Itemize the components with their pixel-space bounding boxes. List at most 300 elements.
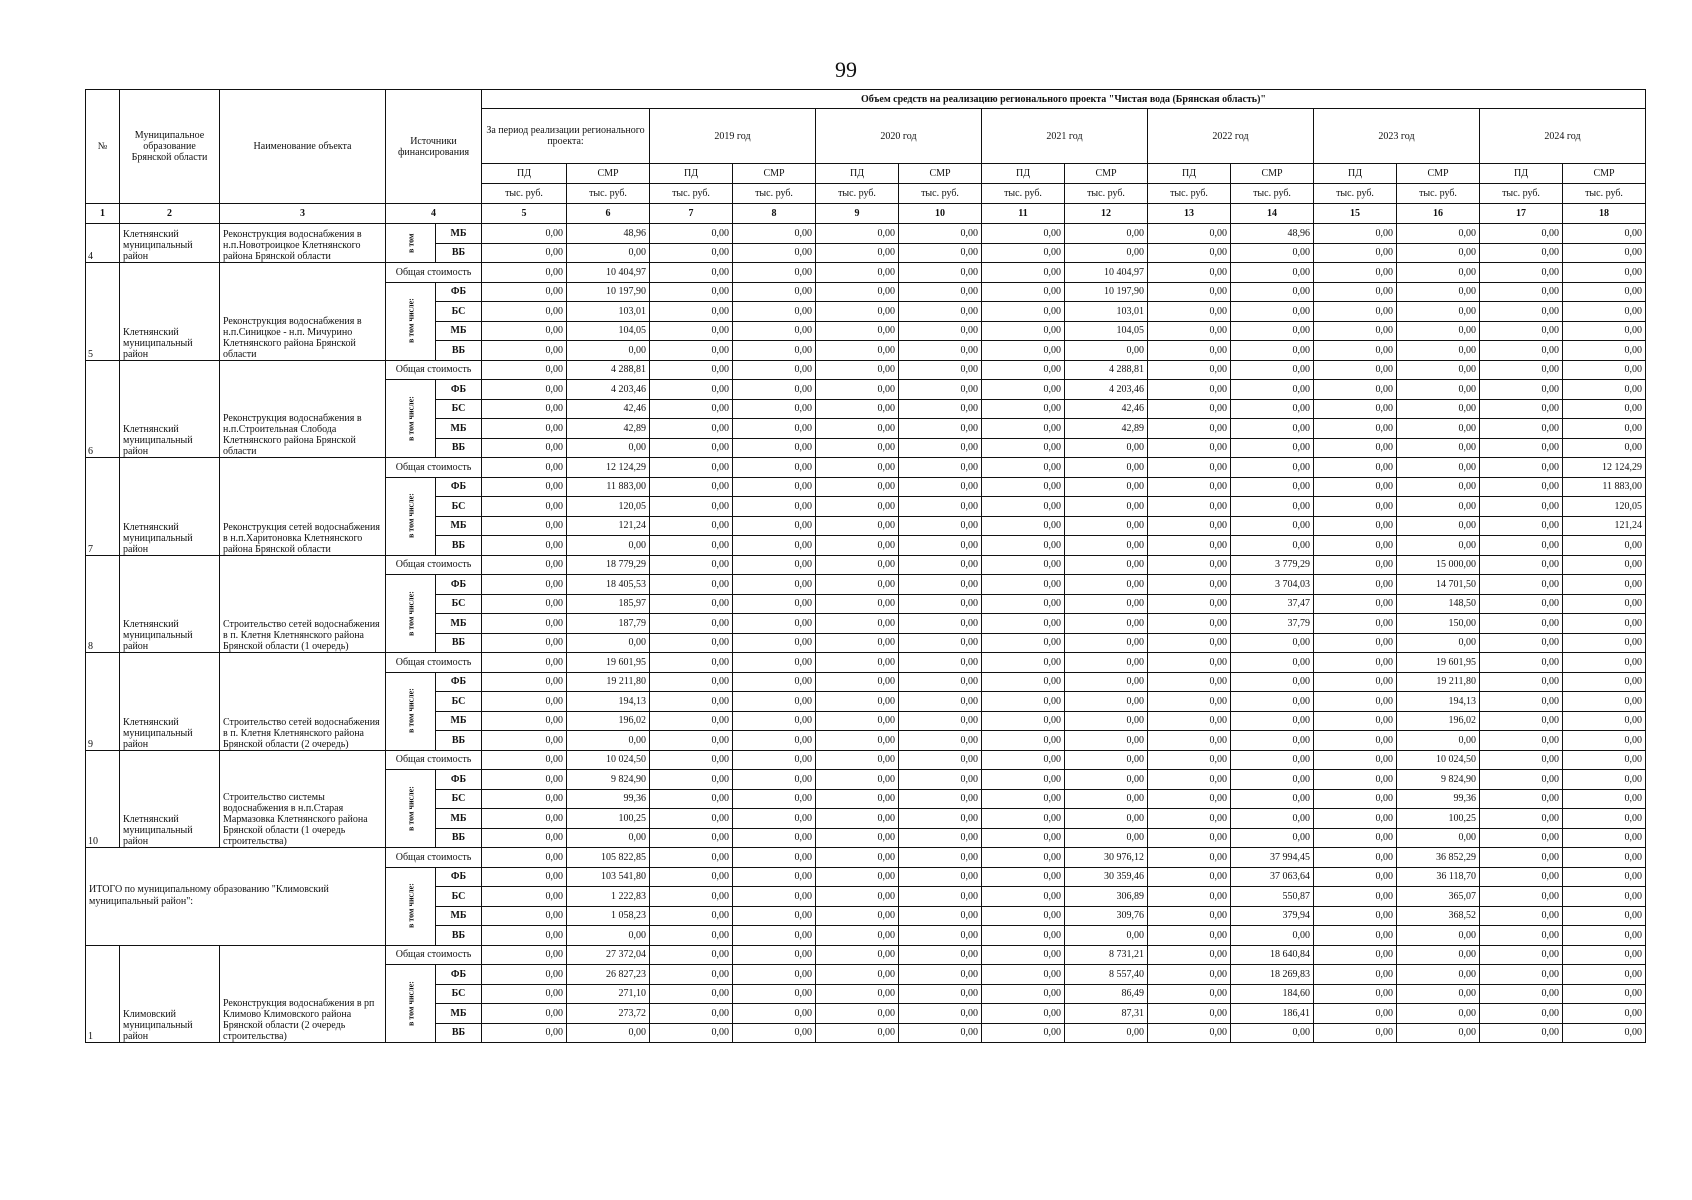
value-cell: 0,00 (1563, 438, 1646, 458)
header-unit: тыс. руб. (816, 184, 899, 204)
value-cell: 0,00 (816, 770, 899, 790)
value-cell: 0,00 (1563, 945, 1646, 965)
header-index-cell: 13 (1148, 204, 1231, 224)
value-cell: 0,00 (482, 750, 567, 770)
value-cell: 0,00 (1397, 360, 1480, 380)
value-cell: 0,00 (816, 497, 899, 517)
value-cell: 19 601,95 (567, 653, 650, 673)
value-cell: 0,00 (899, 341, 982, 361)
value-cell: 0,00 (982, 633, 1065, 653)
value-cell: 196,02 (1397, 711, 1480, 731)
value-cell: 0,00 (1314, 477, 1397, 497)
value-cell: 0,00 (1314, 360, 1397, 380)
municipality-cell: Клетнянский муниципальный район (120, 555, 220, 653)
header-pd: ПД (650, 164, 733, 184)
value-cell: 0,00 (482, 419, 567, 439)
value-cell: 0,00 (482, 906, 567, 926)
value-cell: 0,00 (1148, 497, 1231, 517)
value-cell: 19 211,80 (1397, 672, 1480, 692)
value-cell: 0,00 (1563, 341, 1646, 361)
value-cell: 0,00 (1563, 887, 1646, 907)
value-cell: 0,00 (650, 341, 733, 361)
source-code: БС (436, 399, 482, 419)
header-index-row (86, 204, 1646, 224)
source-code: ВБ (436, 341, 482, 361)
value-cell: 0,00 (650, 555, 733, 575)
value-cell: 0,00 (1563, 828, 1646, 848)
value-cell: 0,00 (1231, 341, 1314, 361)
value-cell: 0,00 (1563, 731, 1646, 751)
object-name-cell: Реконструкция водоснабжения в н.п.Строительная Слобода Клетнянского района Брянской области (220, 360, 386, 458)
header-pd: ПД (1148, 164, 1231, 184)
value-cell: 0,00 (733, 926, 816, 946)
value-cell: 0,00 (1397, 458, 1480, 478)
including-label: в том числе: (386, 477, 436, 555)
value-cell: 0,00 (1065, 438, 1148, 458)
value-cell: 273,72 (567, 1004, 650, 1024)
value-cell: 0,00 (1397, 536, 1480, 556)
value-cell: 0,00 (1231, 672, 1314, 692)
value-cell: 0,00 (816, 360, 899, 380)
total-cost-label: Общая стоимость (386, 263, 482, 283)
value-cell: 0,00 (982, 575, 1065, 595)
value-cell: 187,79 (567, 614, 650, 634)
value-cell: 0,00 (1314, 399, 1397, 419)
value-cell: 0,00 (650, 282, 733, 302)
value-cell: 194,13 (1397, 692, 1480, 712)
total-row (86, 458, 1646, 478)
value-cell: 0,00 (1148, 341, 1231, 361)
header-index-cell: 16 (1397, 204, 1480, 224)
value-cell: 0,00 (733, 809, 816, 829)
value-cell: 0,00 (982, 477, 1065, 497)
value-cell: 0,00 (1148, 380, 1231, 400)
value-cell: 0,00 (482, 692, 567, 712)
value-cell: 0,00 (1231, 321, 1314, 341)
header-index-cell: 9 (816, 204, 899, 224)
value-cell: 0,00 (733, 887, 816, 907)
value-cell: 0,00 (1231, 711, 1314, 731)
header-index-cell: 4 (386, 204, 482, 224)
value-cell: 0,00 (1065, 594, 1148, 614)
value-cell: 0,00 (1480, 516, 1563, 536)
value-cell: 0,00 (982, 887, 1065, 907)
header-smr: СМР (1065, 164, 1148, 184)
value-cell: 0,00 (567, 341, 650, 361)
value-cell: 0,00 (899, 458, 982, 478)
value-cell: 0,00 (982, 672, 1065, 692)
total-cost-label: Общая стоимость (386, 750, 482, 770)
value-cell: 0,00 (1065, 555, 1148, 575)
value-cell: 0,00 (733, 302, 816, 322)
value-cell: 42,46 (567, 399, 650, 419)
header-unit: тыс. руб. (1314, 184, 1397, 204)
value-cell: 0,00 (650, 458, 733, 478)
value-cell: 0,00 (816, 438, 899, 458)
value-cell: 0,00 (1231, 380, 1314, 400)
value-cell: 0,00 (482, 438, 567, 458)
value-cell: 0,00 (650, 965, 733, 985)
value-cell: 0,00 (1231, 419, 1314, 439)
value-cell: 0,00 (1148, 360, 1231, 380)
value-cell: 0,00 (1231, 926, 1314, 946)
value-cell: 0,00 (482, 789, 567, 809)
value-cell: 103,01 (567, 302, 650, 322)
value-cell: 0,00 (482, 360, 567, 380)
header-unit: тыс. руб. (1480, 184, 1563, 204)
value-cell: 0,00 (1148, 633, 1231, 653)
value-cell: 30 359,46 (1065, 867, 1148, 887)
including-label: в том числе: (386, 575, 436, 653)
value-cell: 0,00 (650, 302, 733, 322)
value-cell: 0,00 (1563, 594, 1646, 614)
source-code: ВБ (436, 828, 482, 848)
value-cell: 0,00 (1563, 224, 1646, 244)
value-cell: 0,00 (1480, 672, 1563, 692)
source-code: ФБ (436, 575, 482, 595)
value-cell: 0,00 (1480, 926, 1563, 946)
value-cell: 26 827,23 (567, 965, 650, 985)
value-cell: 0,00 (650, 945, 733, 965)
header-pd: ПД (1314, 164, 1397, 184)
value-cell: 11 883,00 (1563, 477, 1646, 497)
value-cell: 0,00 (1480, 945, 1563, 965)
value-cell: 0,00 (567, 536, 650, 556)
value-cell: 0,00 (650, 633, 733, 653)
value-cell: 0,00 (1231, 789, 1314, 809)
value-cell: 105 822,85 (567, 848, 650, 868)
header-unit: тыс. руб. (650, 184, 733, 204)
source-code: МБ (436, 419, 482, 439)
value-cell: 0,00 (650, 380, 733, 400)
value-cell: 0,00 (733, 224, 816, 244)
source-code: ФБ (436, 672, 482, 692)
value-cell: 0,00 (733, 984, 816, 1004)
value-cell: 0,00 (1065, 653, 1148, 673)
value-cell: 0,00 (816, 380, 899, 400)
value-cell: 0,00 (1480, 750, 1563, 770)
value-cell: 0,00 (650, 906, 733, 926)
value-cell: 0,00 (1314, 458, 1397, 478)
value-cell: 121,24 (1563, 516, 1646, 536)
source-code: МБ (436, 1004, 482, 1024)
value-cell: 0,00 (982, 419, 1065, 439)
value-cell: 0,00 (733, 282, 816, 302)
value-cell: 0,00 (650, 536, 733, 556)
value-cell: 0,00 (1148, 516, 1231, 536)
value-cell: 306,89 (1065, 887, 1148, 907)
value-cell: 0,00 (816, 809, 899, 829)
value-cell: 0,00 (482, 1023, 567, 1043)
header-smr: СМР (1397, 164, 1480, 184)
source-row (86, 224, 1646, 244)
header-index-cell: 6 (567, 204, 650, 224)
value-cell: 0,00 (482, 243, 567, 263)
value-cell: 0,00 (982, 555, 1065, 575)
value-cell: 0,00 (1563, 321, 1646, 341)
header-index-cell: 8 (733, 204, 816, 224)
value-cell: 0,00 (1065, 770, 1148, 790)
header-index-cell: 12 (1065, 204, 1148, 224)
value-cell: 18 779,29 (567, 555, 650, 575)
value-cell: 0,00 (650, 614, 733, 634)
value-cell: 0,00 (1314, 653, 1397, 673)
value-cell: 27 372,04 (567, 945, 650, 965)
value-cell: 0,00 (482, 575, 567, 595)
value-cell: 0,00 (1148, 282, 1231, 302)
value-cell: 0,00 (482, 555, 567, 575)
total-cost-label: Общая стоимость (386, 653, 482, 673)
value-cell: 0,00 (1480, 828, 1563, 848)
value-cell: 0,00 (1563, 809, 1646, 829)
value-cell: 0,00 (1231, 750, 1314, 770)
value-cell: 0,00 (1065, 828, 1148, 848)
value-cell: 0,00 (1148, 692, 1231, 712)
value-cell: 4 203,46 (567, 380, 650, 400)
value-cell: 0,00 (816, 984, 899, 1004)
value-cell: 0,00 (650, 770, 733, 790)
value-cell: 10 197,90 (1065, 282, 1148, 302)
value-cell: 0,00 (1480, 224, 1563, 244)
source-code: БС (436, 887, 482, 907)
value-cell: 0,00 (816, 555, 899, 575)
value-cell: 0,00 (1480, 536, 1563, 556)
value-cell: 30 976,12 (1065, 848, 1148, 868)
value-cell: 48,96 (1231, 224, 1314, 244)
header-unit: тыс. руб. (1397, 184, 1480, 204)
value-cell: 0,00 (816, 536, 899, 556)
value-cell: 0,00 (1480, 789, 1563, 809)
value-cell: 0,00 (482, 867, 567, 887)
value-cell: 10 404,97 (1065, 263, 1148, 283)
value-cell: 0,00 (1480, 984, 1563, 1004)
source-code: ВБ (436, 536, 482, 556)
value-cell: 0,00 (1563, 380, 1646, 400)
value-cell: 0,00 (482, 302, 567, 322)
value-cell: 0,00 (1480, 770, 1563, 790)
value-cell: 0,00 (899, 770, 982, 790)
header-year-2022: 2022 год (1148, 109, 1314, 164)
value-cell: 0,00 (1397, 945, 1480, 965)
value-cell: 10 197,90 (567, 282, 650, 302)
value-cell: 0,00 (899, 419, 982, 439)
header-unit: тыс. руб. (899, 184, 982, 204)
value-cell: 0,00 (1314, 770, 1397, 790)
value-cell: 8 731,21 (1065, 945, 1148, 965)
value-cell: 0,00 (816, 321, 899, 341)
object-name-cell: Реконструкция водоснабжения в н.п.Синицкое - н.п. Мичурино Клетнянского района Брянской области (220, 263, 386, 361)
total-cost-label: Общая стоимость (386, 945, 482, 965)
value-cell: 0,00 (567, 828, 650, 848)
value-cell: 0,00 (733, 399, 816, 419)
value-cell: 0,00 (982, 750, 1065, 770)
value-cell: 0,00 (1480, 731, 1563, 751)
value-cell: 0,00 (816, 282, 899, 302)
value-cell: 37,47 (1231, 594, 1314, 614)
value-cell: 0,00 (1231, 399, 1314, 419)
value-cell: 37 063,64 (1231, 867, 1314, 887)
page-number: 99 (835, 57, 857, 82)
value-cell: 1 222,83 (567, 887, 650, 907)
value-cell: 0,00 (1314, 575, 1397, 595)
value-cell: 0,00 (1480, 633, 1563, 653)
value-cell: 0,00 (1563, 906, 1646, 926)
value-cell: 0,00 (567, 438, 650, 458)
municipality-cell: Клетнянский муниципальный район (120, 360, 220, 458)
value-cell: 0,00 (816, 692, 899, 712)
value-cell: 0,00 (899, 750, 982, 770)
value-cell: 0,00 (733, 360, 816, 380)
value-cell: 0,00 (482, 848, 567, 868)
value-cell: 0,00 (733, 731, 816, 751)
value-cell: 0,00 (1563, 614, 1646, 634)
value-cell: 0,00 (1314, 536, 1397, 556)
value-cell: 0,00 (1065, 731, 1148, 751)
source-code: ВБ (436, 1023, 482, 1043)
value-cell: 0,00 (1314, 945, 1397, 965)
value-cell: 0,00 (1563, 672, 1646, 692)
value-cell: 0,00 (1148, 555, 1231, 575)
value-cell: 0,00 (982, 360, 1065, 380)
value-cell: 0,00 (1314, 302, 1397, 322)
value-cell: 0,00 (899, 360, 982, 380)
value-cell: 0,00 (733, 321, 816, 341)
value-cell: 0,00 (733, 828, 816, 848)
row-number: 5 (86, 263, 120, 361)
value-cell: 0,00 (816, 945, 899, 965)
value-cell: 19 211,80 (567, 672, 650, 692)
value-cell: 0,00 (1065, 243, 1148, 263)
source-code: ФБ (436, 282, 482, 302)
value-cell: 0,00 (1563, 282, 1646, 302)
source-code: МБ (436, 614, 482, 634)
value-cell: 0,00 (982, 711, 1065, 731)
value-cell: 0,00 (650, 711, 733, 731)
value-cell: 0,00 (899, 594, 982, 614)
value-cell: 0,00 (1563, 926, 1646, 946)
source-code: БС (436, 302, 482, 322)
value-cell: 103,01 (1065, 302, 1148, 322)
value-cell: 0,00 (1314, 614, 1397, 634)
total-cost-label: Общая стоимость (386, 360, 482, 380)
value-cell: 4 203,46 (1065, 380, 1148, 400)
value-cell: 0,00 (1314, 263, 1397, 283)
value-cell: 0,00 (1314, 321, 1397, 341)
header-smr: СМР (567, 164, 650, 184)
value-cell: 0,00 (982, 945, 1065, 965)
value-cell: 0,00 (1480, 1004, 1563, 1024)
header-unit: тыс. руб. (733, 184, 816, 204)
value-cell: 0,00 (1314, 926, 1397, 946)
value-cell: 18 640,84 (1231, 945, 1314, 965)
value-cell: 0,00 (1314, 438, 1397, 458)
value-cell: 0,00 (567, 1023, 650, 1043)
value-cell: 3 779,29 (1231, 555, 1314, 575)
header-period: За период реализации регионального проекта: (482, 109, 650, 164)
value-cell: 0,00 (1397, 984, 1480, 1004)
value-cell: 0,00 (1480, 867, 1563, 887)
value-cell: 0,00 (982, 828, 1065, 848)
value-cell: 0,00 (899, 887, 982, 907)
value-cell: 0,00 (1314, 1004, 1397, 1024)
total-row (86, 945, 1646, 965)
value-cell: 0,00 (1065, 575, 1148, 595)
value-cell: 0,00 (1148, 731, 1231, 751)
value-cell: 0,00 (1397, 633, 1480, 653)
value-cell: 0,00 (816, 594, 899, 614)
value-cell: 0,00 (482, 653, 567, 673)
value-cell: 0,00 (482, 321, 567, 341)
value-cell: 0,00 (650, 438, 733, 458)
header-year-2020: 2020 год (816, 109, 982, 164)
value-cell: 0,00 (899, 321, 982, 341)
value-cell: 0,00 (899, 731, 982, 751)
value-cell: 0,00 (1480, 360, 1563, 380)
value-cell: 19 601,95 (1397, 653, 1480, 673)
value-cell: 103 541,80 (567, 867, 650, 887)
value-cell: 0,00 (733, 711, 816, 731)
value-cell: 0,00 (650, 497, 733, 517)
value-cell: 0,00 (1314, 497, 1397, 517)
value-cell: 36 852,29 (1397, 848, 1480, 868)
value-cell: 0,00 (1397, 1004, 1480, 1024)
value-cell: 0,00 (733, 458, 816, 478)
value-cell: 0,00 (1314, 282, 1397, 302)
value-cell: 365,07 (1397, 887, 1480, 907)
value-cell: 0,00 (1314, 711, 1397, 731)
value-cell: 0,00 (1314, 906, 1397, 926)
value-cell: 0,00 (1148, 945, 1231, 965)
header-year-2023: 2023 год (1314, 109, 1480, 164)
value-cell: 0,00 (982, 731, 1065, 751)
value-cell: 0,00 (1065, 692, 1148, 712)
value-cell: 0,00 (482, 809, 567, 829)
source-code: БС (436, 497, 482, 517)
value-cell: 0,00 (1231, 1023, 1314, 1043)
value-cell: 0,00 (1065, 789, 1148, 809)
value-cell: 0,00 (816, 458, 899, 478)
value-cell: 0,00 (1231, 302, 1314, 322)
value-cell: 0,00 (816, 653, 899, 673)
value-cell: 0,00 (1563, 302, 1646, 322)
value-cell: 0,00 (899, 497, 982, 517)
municipality-cell: Климовский муниципальный район (120, 945, 220, 1043)
value-cell: 0,00 (982, 282, 1065, 302)
source-code: ВБ (436, 731, 482, 751)
value-cell: 0,00 (1397, 731, 1480, 751)
value-cell: 0,00 (982, 984, 1065, 1004)
value-cell: 0,00 (982, 1004, 1065, 1024)
value-cell: 100,25 (567, 809, 650, 829)
value-cell: 0,00 (650, 653, 733, 673)
value-cell: 0,00 (733, 789, 816, 809)
value-cell: 0,00 (1231, 770, 1314, 790)
value-cell: 0,00 (733, 555, 816, 575)
value-cell: 0,00 (733, 438, 816, 458)
value-cell: 0,00 (816, 302, 899, 322)
value-cell: 10 404,97 (567, 263, 650, 283)
value-cell: 0,00 (816, 906, 899, 926)
value-cell: 0,00 (816, 731, 899, 751)
value-cell: 0,00 (1397, 224, 1480, 244)
value-cell: 0,00 (982, 692, 1065, 712)
value-cell: 0,00 (816, 887, 899, 907)
value-cell: 0,00 (1231, 516, 1314, 536)
value-cell: 42,89 (567, 419, 650, 439)
value-cell: 0,00 (482, 828, 567, 848)
value-cell: 0,00 (816, 672, 899, 692)
value-cell: 0,00 (1480, 302, 1563, 322)
